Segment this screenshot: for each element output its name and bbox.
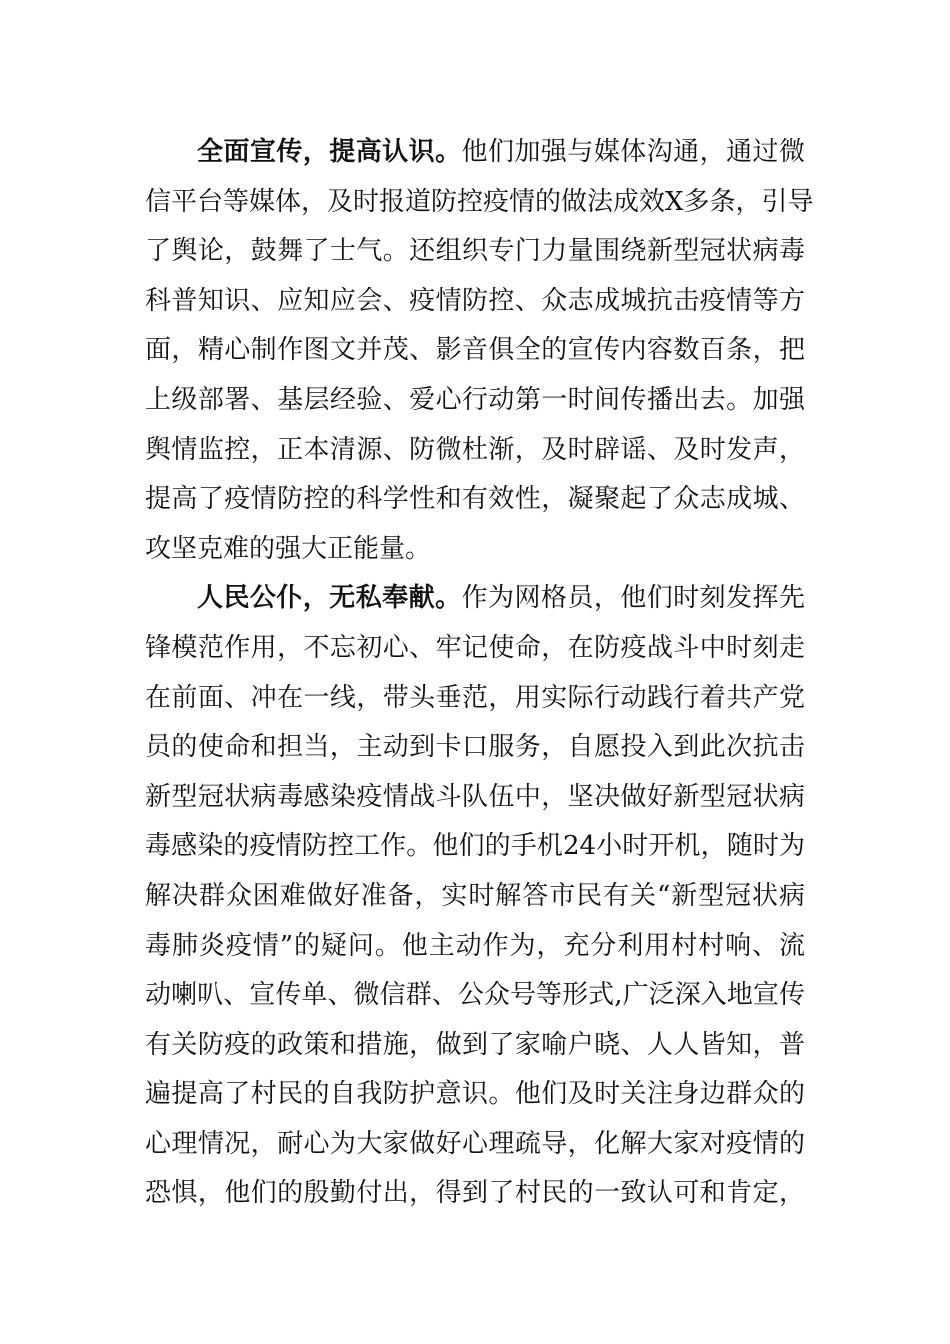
- paragraph-first-line: 全面宣传，提高认识。他们加强与媒体沟通，通过微: [197, 137, 805, 167]
- paragraph-line: 舆情监控，正本清源、防微杜渐，及时辟谣、及时发声，: [145, 434, 805, 465]
- paragraph-heading: 人民公仆，无私奉献。: [197, 583, 462, 614]
- paragraph-line: 恐惧，他们的殷勤付出，得到了村民的一致认可和肯定，: [145, 1178, 805, 1209]
- paragraph-first-line: 人民公仆，无私奉献。作为网格员，他们时刻发挥先: [197, 583, 805, 614]
- paragraph-line: 遍提高了村民的自我防护意识。他们及时关注身边群众的: [145, 1079, 805, 1110]
- paragraph-line: 在前面、冲在一线，带头垂范，用实际行动践行着共产党: [145, 682, 805, 713]
- paragraph-line: 员的使命和担当，主动到卡口服务，自愿投入到此次抗击: [145, 732, 805, 763]
- paragraph-dedication: [145, 574, 805, 1219]
- paragraph-line: 毒感染的疫情防控工作。他们的手机24小时开机，随时为: [145, 831, 805, 862]
- paragraph-line: 科普知识、应知应会、疫情防控、众志成城抗击疫情等方: [145, 285, 805, 316]
- paragraph-line: 解决群众困难做好准备，实时解答市民有关“新型冠状病: [145, 880, 805, 911]
- paragraph-line: 锋模范作用，不忘初心、牢记使命，在防疫战斗中时刻走: [145, 632, 805, 663]
- paragraph-line: 动喇叭、宣传单、微信群、公众号等形式,广泛深入地宣传: [145, 980, 805, 1011]
- paragraph-heading: 全面宣传，提高认识。: [197, 137, 462, 167]
- paragraph-line: 面，精心制作图文并茂、影音俱全的宣传内容数百条，把: [145, 335, 805, 366]
- paragraph-line: 新型冠状病毒感染疫情战斗队伍中，坚决做好新型冠状病: [145, 781, 805, 812]
- paragraph-line: 信平台等媒体，及时报道防控疫情的做法成效X多条，引导: [145, 186, 814, 217]
- paragraph-line: 提高了疫情防控的科学性和有效性，凝聚起了众志成城、: [145, 484, 805, 515]
- document-page: [145, 128, 814, 1219]
- paragraph-line: 有关防疫的政策和措施，做到了家喻户晓、人人皆知，普: [145, 1029, 805, 1060]
- paragraph-line: 了舆论，鼓舞了士气。还组织专门力量围绕新型冠状病毒: [145, 236, 805, 267]
- paragraph-publicity: [145, 128, 814, 574]
- paragraph-line: 上级部署、基层经验、爱心行动第一时间传播出去。加强: [145, 384, 805, 415]
- paragraph-line: 攻坚克难的强大正能量。: [145, 533, 432, 564]
- paragraph-line: 毒肺炎疫情”的疑问。他主动作为，充分利用村村响、流: [145, 930, 805, 961]
- paragraph-line: 心理情况，耐心为大家做好心理疏导，化解大家对疫情的: [145, 1128, 805, 1159]
